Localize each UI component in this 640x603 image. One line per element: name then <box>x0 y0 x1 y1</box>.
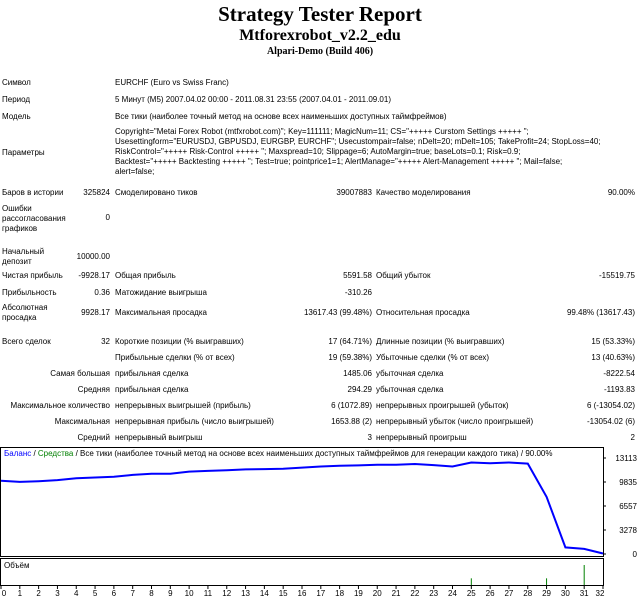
maxcons-losses-label: непрерывных проигрышей (убыток) <box>376 401 509 410</box>
y-tick-label: 0 <box>632 550 637 559</box>
maxcons-profit-label: непрерывная прибыль (число выигрышей) <box>115 417 274 426</box>
grossloss-value: -15519.75 <box>598 271 635 280</box>
expert-name: Mtforexrobot_v2.2_edu <box>239 27 401 44</box>
maxcons-profit-value: 1653.88 (2) <box>331 417 372 426</box>
balance-chart-svg <box>0 446 640 598</box>
profit-trades-label: Прибыльные сделки (% от всех) <box>115 353 235 362</box>
absdd-label: Абсолютная просадка <box>2 303 48 322</box>
maxcons-loss-value: -13054.02 (6) <box>586 417 635 426</box>
short-value: 17 (64.71%) <box>328 337 372 346</box>
average-profit-label: прибыльная сделка <box>115 385 189 394</box>
volume-plot-frame <box>1 559 604 586</box>
largest-loss-label: убыточная сделка <box>376 369 444 378</box>
x-tick-label: 17 <box>316 589 326 598</box>
x-tick-label: 5 <box>92 589 98 598</box>
x-tick-label: 32 <box>595 589 605 598</box>
symbol-label: Символ <box>2 78 31 87</box>
trades-label: Всего сделок <box>2 337 51 346</box>
x-tick-label: 12 <box>222 589 232 598</box>
x-tick-label: 6 <box>111 589 117 598</box>
bars-label: Баров в истории <box>2 188 64 197</box>
largest-profit-value: 1485.06 <box>343 369 372 378</box>
maximal-label: Максимальная <box>54 417 110 426</box>
x-tick-label: 10 <box>184 589 194 598</box>
x-tick-label: 19 <box>353 589 363 598</box>
params-line: Usesettingform="EURUSDJ, GBPUSDJ, EURGBP, EURCHF"; Usecustompair=false; nDelt=20; mDelt=105; TakeProfit=24; StopLoss=40; <box>115 137 601 146</box>
maxcons-losses-value: 6 (-13054.02) <box>586 401 635 410</box>
loss-trades-value: 13 (40.63%) <box>591 353 635 362</box>
legend-separator: / <box>31 449 38 458</box>
x-tick-label: 0 <box>1 589 7 598</box>
x-tick-label: 29 <box>542 589 552 598</box>
x-tick-label: 8 <box>149 589 154 598</box>
average-label: Средняя <box>77 385 110 394</box>
ticks-value: 39007883 <box>336 188 372 197</box>
maxcons-wins-label: непрерывных выигрышей (прибыль) <box>115 401 251 410</box>
legend-balance: Баланс <box>4 449 32 458</box>
x-tick-label: 24 <box>448 589 457 598</box>
model-label: Модель <box>2 112 31 121</box>
x-tick-label: 20 <box>372 589 382 598</box>
largest-label: Самая большая <box>50 369 110 378</box>
reldd-value: 99.48% (13617.43) <box>566 308 635 317</box>
x-tick-label: 1 <box>17 589 23 598</box>
expected-label: Матожидание выигрыша <box>115 288 207 297</box>
period-value: 5 Минут (M5) 2007.04.02 00:00 - 2011.08.31 23:55 (2007.04.01 - 2011.09.01) <box>115 95 391 104</box>
y-tick-label: 3278 <box>619 526 637 535</box>
maxcons-loss-label: непрерывный убыток (число проигрышей) <box>376 417 534 426</box>
avg-losses-label: непрерывный проигрыш <box>376 433 467 442</box>
x-tick-label: 9 <box>168 589 173 598</box>
symbol-value: EURCHF (Euro vs Swiss Franc) <box>115 78 229 87</box>
y-tick-label: 6557 <box>619 502 637 511</box>
ticks-label: Смоделировано тиков <box>115 188 198 197</box>
x-tick-label: 27 <box>504 589 514 598</box>
x-tick-label: 2 <box>36 589 41 598</box>
maxdd-value: 13617.43 (99.48%) <box>303 308 372 317</box>
x-tick-label: 4 <box>74 589 79 598</box>
quality-label: Качество моделирования <box>376 188 471 197</box>
x-tick-label: 15 <box>278 589 288 598</box>
avg-label: Средний <box>77 433 110 442</box>
average-profit-value: 294.29 <box>347 385 372 394</box>
bars-value: 325824 <box>83 188 110 197</box>
deposit-value: 10000.00 <box>76 252 110 261</box>
grossprofit-label: Общая прибыль <box>115 271 176 280</box>
x-tick-label: 25 <box>466 589 476 598</box>
x-tick-label: 26 <box>485 589 495 598</box>
absdd-value: 9928.17 <box>81 308 110 317</box>
report-title: Strategy Tester Report <box>218 2 422 26</box>
x-tick-label: 3 <box>55 589 60 598</box>
x-tick-label: 13 <box>241 589 251 598</box>
profit-trades-value: 19 (59.38%) <box>328 353 372 362</box>
loss-trades-label: Убыточные сделки (% от всех) <box>376 353 490 362</box>
short-label: Короткие позиции (% выигравших) <box>115 337 244 346</box>
maxcount-label: Максимальное количество <box>10 401 110 410</box>
grossprofit-value: 5591.58 <box>343 271 372 280</box>
long-value: 15 (53.33%) <box>591 337 635 346</box>
x-tick-label: 18 <box>335 589 345 598</box>
period-label: Период <box>2 95 31 104</box>
reldd-label: Относительная просадка <box>376 308 470 317</box>
errors-value: 0 <box>105 213 110 222</box>
netprofit-label: Чистая прибыль <box>2 271 63 280</box>
x-tick-label: 31 <box>579 589 589 598</box>
legend-description: / Все тики (наиболее точный метод на основе всех наименьших доступных таймфреймов для генерации каждого тика) / 90.00% <box>73 449 553 458</box>
params-line: RiskControl="+++++ Risk-Control +++++ "; Maxspread=10; Slippage=6; AutoMargin=true; baseLots=0.1; Risk=0.9; <box>115 147 521 156</box>
avg-wins-value: 3 <box>367 433 372 442</box>
maxcons-wins-value: 6 (1072.89) <box>331 401 372 410</box>
params-label: Параметры <box>2 148 45 157</box>
y-tick-label: 13113 <box>615 454 637 463</box>
pf-label: Прибыльность <box>2 288 57 297</box>
y-tick-label: 9835 <box>619 478 637 487</box>
params-line: Copyright="Metai Forex Robot (mtfxrobot.com)"; Key=111111; MagicNum=11; CS="+++++ Curstom Settings +++++ "; <box>115 127 529 136</box>
errors-label: Ошибки рассогласования графиков <box>2 204 66 233</box>
main-plot-frame <box>1 448 604 557</box>
volume-label: Объём <box>4 561 30 570</box>
legend-equity: Средства <box>37 449 74 458</box>
trades-value: 32 <box>101 337 110 346</box>
quality-value: 90.00% <box>607 188 635 197</box>
pf-value: 0.36 <box>94 288 110 297</box>
x-tick-label: 23 <box>429 589 439 598</box>
server-name: Alpari-Demo (Build 406) <box>266 46 374 57</box>
chart-legend <box>4 449 552 458</box>
x-tick-label: 28 <box>523 589 533 598</box>
largest-profit-label: прибыльная сделка <box>115 369 189 378</box>
report-header <box>0 3 640 58</box>
avg-losses-value: 2 <box>630 433 635 442</box>
largest-loss-value: -8222.54 <box>603 369 635 378</box>
x-tick-label: 21 <box>391 589 401 598</box>
netprofit-value: -9928.17 <box>78 271 110 280</box>
x-tick-label: 11 <box>203 589 213 598</box>
params-line: Backtest="+++++ Backtesting +++++ "; Test=true; pointprice1=1; AlertManage="+++++ Alert-Management +++++ "; Mail=false; <box>115 157 563 166</box>
params-line: alert=false; <box>115 167 155 176</box>
x-tick-label: 30 <box>560 589 570 598</box>
x-tick-label: 22 <box>410 589 420 598</box>
deposit-label: Начальный депозит <box>2 247 45 266</box>
model-value: Все тики (наиболее точный метод на основе всех наименьших доступных таймфреймов) <box>115 112 447 121</box>
avg-wins-label: непрерывный выигрыш <box>115 433 203 442</box>
long-label: Длинные позиции (% выигравших) <box>376 337 505 346</box>
x-tick-label: 14 <box>259 589 269 598</box>
expected-value: -310.26 <box>344 288 372 297</box>
x-tick-label: 7 <box>130 589 135 598</box>
balance-chart <box>0 446 640 598</box>
grossloss-label: Общий убыток <box>376 271 431 280</box>
average-loss-label: убыточная сделка <box>376 385 444 394</box>
maxdd-label: Максимальная просадка <box>115 308 207 317</box>
x-tick-label: 16 <box>297 589 307 598</box>
average-loss-value: -1193.83 <box>604 385 635 394</box>
